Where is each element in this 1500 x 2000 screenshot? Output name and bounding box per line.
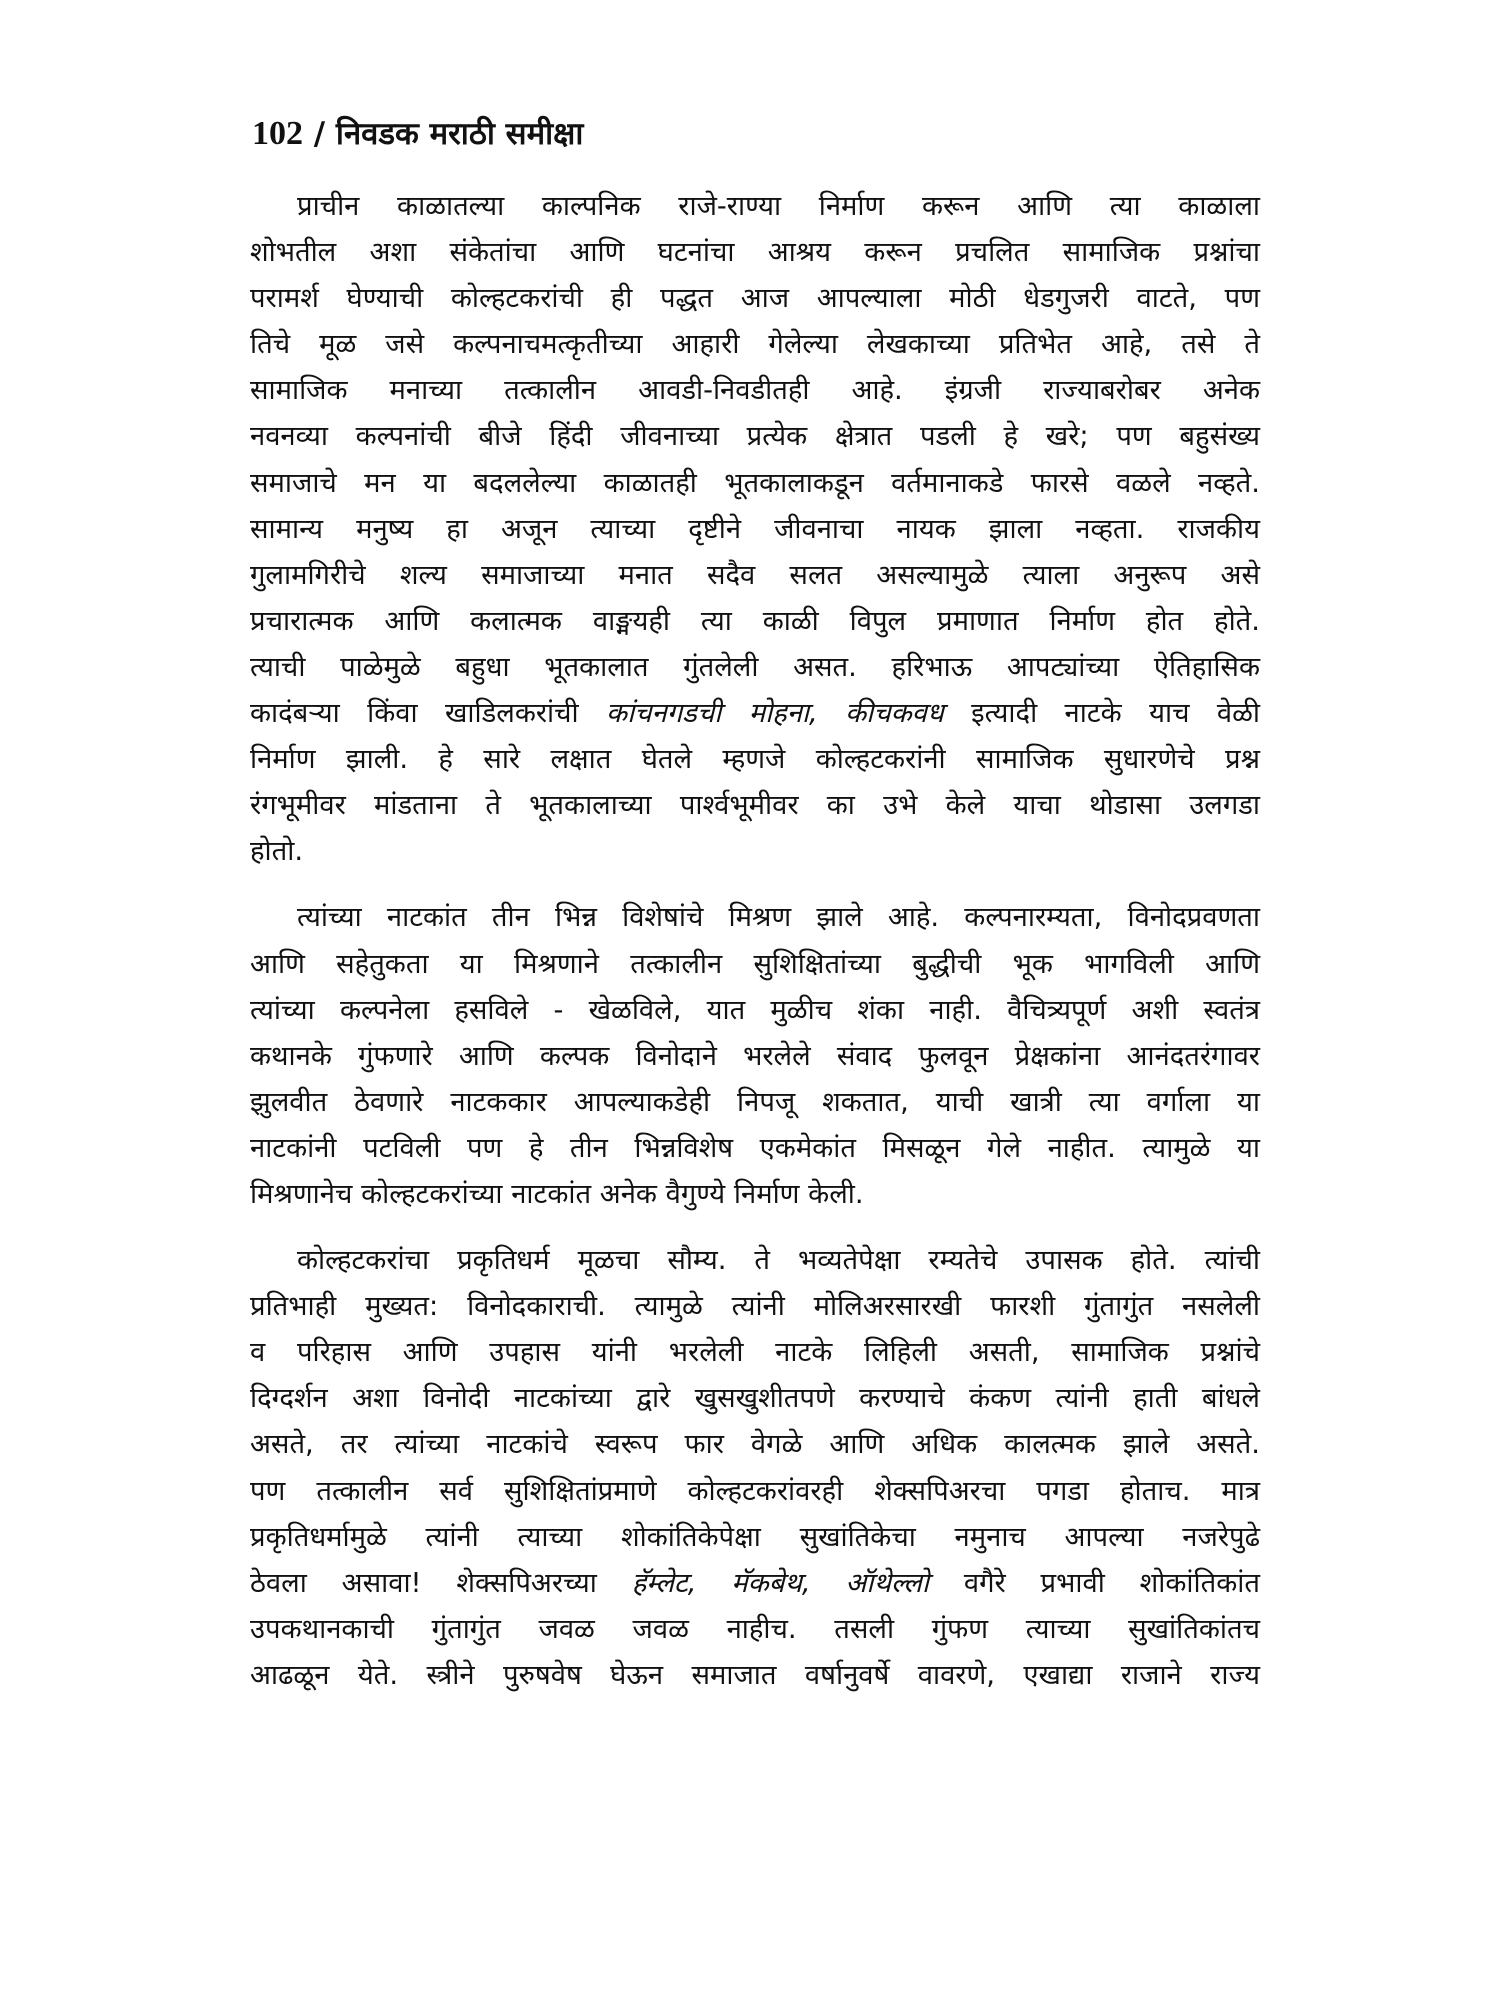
text-line: मिश्रणानेच कोल्हटकरांच्या नाटकांत अनेक वैगुण्ये निर्माण केली.	[250, 1178, 864, 1210]
text-line: झुलवीत ठेवणारे नाटककार आपल्याकडेही निपजू शकतात, याची खात्री त्या वर्गाला या	[250, 1086, 1260, 1118]
book-title: निवडक मराठी समीक्षा	[335, 116, 584, 152]
text-line: त्याची पाळेमुळे बहुधा भूतकालात गुंतलेली असत. हरिभाऊ आपट्यांच्या ऐतिहासिक	[250, 651, 1260, 683]
text-line: पण तत्कालीन सर्व सुशिक्षितांप्रमाणे कोल्हटकरांवरही शेक्सपिअरचा पगडा होताच. मात्र	[250, 1475, 1260, 1507]
text-segment: ठेवला असावा! शेक्सपिअरच्या	[250, 1567, 632, 1599]
play-titles-italic: हॅम्लेट, मॅकबेथ, ऑथेल्लो	[631, 1567, 929, 1599]
text-line: निर्माण झाली. हे सारे लक्षात घेतले म्हणजे कोल्हटकरांनी सामाजिक सुधारणेचे प्रश्न	[250, 744, 1260, 776]
text-line: नाटकांनी पटविली पण हे तीन भिन्नविशेष एकमेकांत मिसळून गेले नाहीत. त्यामुळे या	[250, 1132, 1260, 1164]
text-line: प्राचीन काळातल्या काल्पनिक राजे-राण्या निर्माण करून आणि त्या काळाला	[297, 191, 1260, 222]
text-line: नवनव्या कल्पनांची बीजे हिंदी जीवनाच्या प्रत्येक क्षेत्रात पडली हे खरे; पण बहुसंख्य	[250, 421, 1260, 453]
text-line: होतो.	[250, 836, 304, 868]
text-line: समाजाचे मन या बदललेल्या काळातही भूतकालाकडून वर्तमानाकडे फारसे वळले नव्हते.	[250, 467, 1260, 499]
running-head	[252, 110, 1260, 158]
paragraph-1	[250, 184, 1260, 875]
text-segment: इत्यादी नाटके याच वेळी	[943, 698, 1260, 730]
text-line: तिचे मूळ जसे कल्पनाचमत्कृतीच्या आहारी गेलेल्या लेखकाच्या प्रतिभेत आहे, तसे ते	[250, 329, 1260, 361]
text-line: प्रकृतिधर्मामुळे त्यांनी त्याच्या शोकांतिकेपेक्षा सुखांतिकेचा नमुनाच आपल्या नजरेपुढे	[250, 1521, 1260, 1553]
paragraph-3	[250, 1238, 1260, 1699]
text-line: शोभतील अशा संकेतांचा आणि घटनांचा आश्रय करून प्रचलित सामाजिक प्रश्नांचा	[250, 237, 1260, 269]
text-line: आणि सहेतुकता या मिश्रणाने तत्कालीन सुशिक्षितांच्या बुद्धीची भूक भागविली आणि	[250, 948, 1260, 980]
text-line: उपकथानकाची गुंतागुंत जवळ जवळ नाहीच. तसली गुंफण त्याच्या सुखांतिकांतच	[250, 1613, 1260, 1645]
text-line: असते, तर त्यांच्या नाटकांचे स्वरूप फार वेगळे आणि अधिक कालत्मक झाले असते.	[250, 1429, 1260, 1461]
play-titles-italic: कांचनगडची मोहना, कीचकवध	[606, 698, 944, 730]
text-line: सामाजिक मनाच्या तत्कालीन आवडी-निवडीतही आहे. इंग्रजी राज्याबरोबर अनेक	[250, 375, 1260, 407]
text-line-with-italic-titles	[250, 691, 1260, 737]
text-line: कथानके गुंफणारे आणि कल्पक विनोदाने भरलेले संवाद फुलवून प्रेक्षकांना आनंदतरंगावर	[250, 1040, 1260, 1072]
text-line: व परिहास आणि उपहास यांनी भरलेली नाटके लिहिली असती, सामाजिक प्रश्नांचे	[250, 1337, 1260, 1369]
paragraph-2	[250, 895, 1260, 1218]
text-line: आढळून येते. स्त्रीने पुरुषवेष घेऊन समाजात वर्षानुवर्षे वावरणे, एखाद्या राजाने राज्य	[250, 1659, 1260, 1691]
text-line: प्रतिभाही मुख्यत: विनोदकाराची. त्यामुळे त्यांनी मोलिअरसारखी फारशी गुंतागुंत नसलेली	[250, 1291, 1260, 1323]
text-line: प्रचारात्मक आणि कलात्मक वाङ्मयही त्या काळी विपुल प्रमाणात निर्माण होत होते.	[250, 605, 1260, 637]
header-separator: /	[313, 116, 326, 152]
text-line: सामान्य मनुष्य हा अजून त्याच्या दृष्टीने जीवनाचा नायक झाला नव्हता. राजकीय	[250, 513, 1260, 545]
text-segment: वगैरे प्रभावी शोकांतिकांत	[928, 1567, 1260, 1599]
page-number: 102	[252, 115, 303, 152]
text-line: कोल्हटकरांचा प्रकृतिधर्म मूळचा सौम्य. ते भव्यतेपेक्षा रम्यतेचे उपासक होते. त्यांची	[297, 1245, 1260, 1277]
text-line: त्यांच्या कल्पनेला हसविले - खेळविले, यात मुळीच शंका नाही. वैचित्र्यपूर्ण अशी स्वतंत्र	[250, 994, 1260, 1026]
text-line: परामर्श घेण्याची कोल्हटकरांची ही पद्धत आज आपल्याला मोठी धेडगुजरी वाटते, पण	[250, 283, 1260, 315]
text-line-with-italic-titles	[250, 1561, 1260, 1607]
book-page	[250, 110, 1260, 1719]
text-segment: कादंबऱ्या किंवा खाडिलकरांची	[250, 698, 607, 730]
text-line: रंगभूमीवर मांडताना ते भूतकालाच्या पार्श्वभूमीवर का उभे केले याचा थोडासा उलगडा	[250, 790, 1260, 822]
text-line: गुलामगिरीचे शल्य समाजाच्या मनात सदैव सलत असल्यामुळे त्याला अनुरूप असे	[250, 559, 1260, 591]
text-line: दिग्दर्शन अशा विनोदी नाटकांच्या द्वारे खुसखुशीतपणे करण्याचे कंकण त्यांनी हाती बांधले	[250, 1383, 1260, 1415]
text-line: त्यांच्या नाटकांत तीन भिन्न विशेषांचे मिश्रण झाले आहे. कल्पनारम्यता, विनोदप्रवणता	[297, 902, 1260, 934]
